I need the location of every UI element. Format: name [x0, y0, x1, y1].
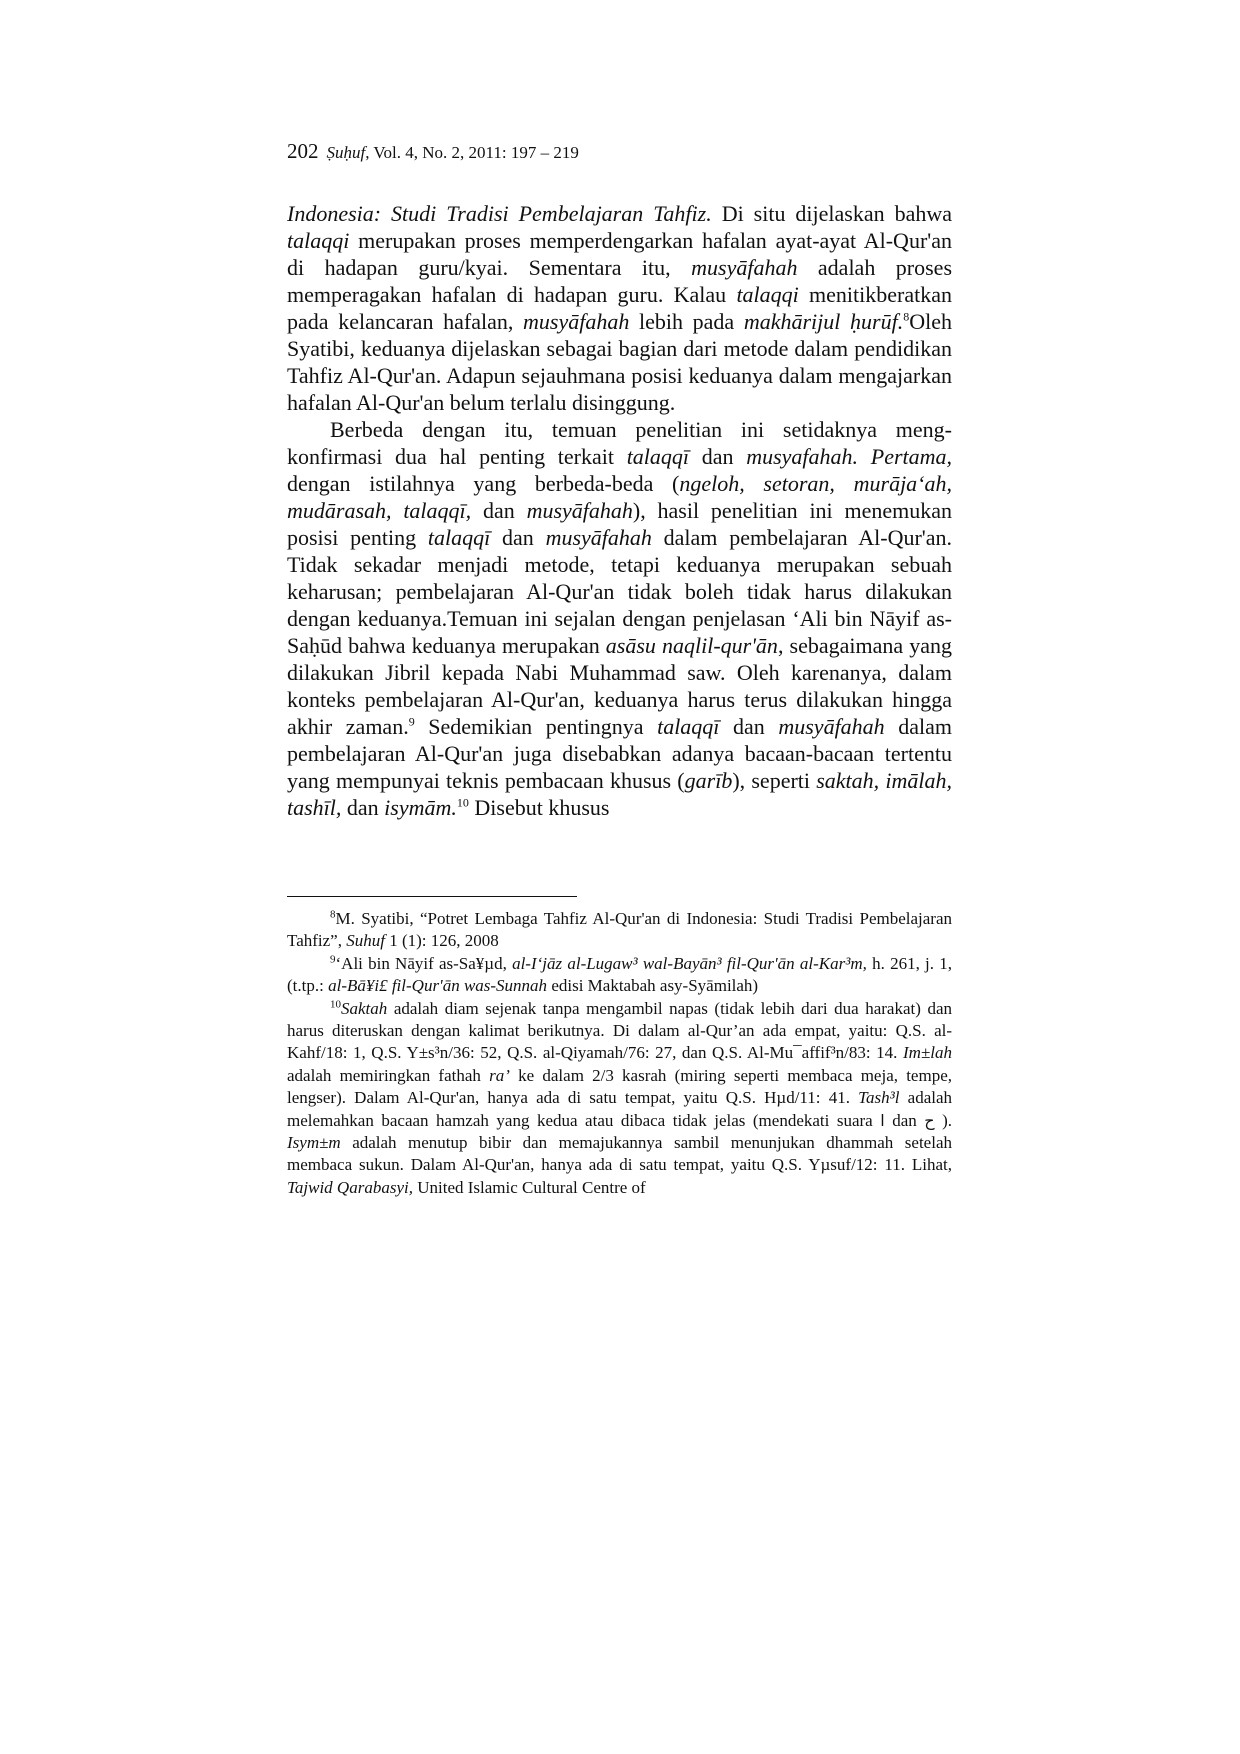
text-run: dengan istilahnya yang berbeda-beda (	[287, 471, 680, 496]
text-run: adalah diam sejenak tanpa mengambil napas (tidak lebih dari dua harakat) dan harus diteruskan dengan kalimat berikutnya. Di dalam al-Qur’an ada empat, yaitu: Q.S. al-Kahf/18: 1, Q.S. Y±s³n/36: 52, Q.S. al-Qiyamah/76: 27, dan Q.S. Al-Mu¯affif³n/83: 14.	[287, 998, 952, 1063]
text-run: talaqqi	[736, 282, 799, 307]
text-run: Disebut khusus	[468, 795, 610, 820]
text-run: Isym±m	[287, 1133, 341, 1153]
text-run: Di situ dijelaskan bahwa	[711, 201, 952, 226]
text-run: adalah melemahkan bacaan hamzah yang kedua atau dibaca tidak jelas (mendekati suara	[287, 1088, 953, 1130]
text-run: Indonesia: Studi Tradisi Pembelajaran Tahfiz.	[287, 201, 712, 226]
text-run: adalah memiringkan fathah	[287, 1065, 490, 1085]
text-run: dan	[490, 525, 546, 550]
paragraph-2	[287, 416, 952, 821]
text-run: Suhuf	[346, 931, 385, 951]
paragraph-1	[287, 200, 952, 416]
text-run: adalah menutup bibir dan memajukannya sambil menunjukan dhammah setelah membaca sukun. Dalam Al-Qur'an, hanya ada di satu tempat, yaitu Q.S. Yµsuf/12: 11. Lihat,	[287, 1133, 952, 1175]
text-run: h. 261, j. 1, (t.tp.:	[287, 953, 952, 996]
footnote-9	[287, 953, 952, 998]
text-run: Tajwid Qarabasyi,	[287, 1177, 413, 1197]
text-run: Tash³l	[858, 1088, 900, 1108]
text-run: talaqqī	[626, 444, 690, 469]
arabic-ha-glyph: ح	[924, 1110, 935, 1130]
text-run: dan	[341, 795, 385, 820]
text-run: musyāfahah	[523, 309, 630, 334]
text-run: talaqqī	[657, 714, 720, 739]
journal-citation: , Vol. 4, No. 2, 2011: 197 – 219	[365, 143, 579, 162]
footnote-ref-10[interactable]: 10	[456, 795, 469, 810]
text-run: M. Syatibi, “Potret Lembaga Tahfiz Al-Qur'an di Indonesia: Studi Tradisi Pembelajaran Tahfiz”,	[287, 909, 952, 951]
text-run: musyāfahah	[545, 525, 652, 550]
text-run: United Islamic Cultural Centre of	[412, 1177, 646, 1197]
text-run: Berbeda dengan itu, temuan penelitian ini setidaknya meng-konfirmasi dua hal penting terkait	[287, 417, 952, 469]
text-run: musyafahah. Pertama,	[746, 444, 953, 469]
page-number: 202	[287, 139, 319, 163]
running-head	[287, 140, 987, 164]
text-run: lebih pada	[629, 309, 744, 334]
text-run: dan	[884, 1110, 925, 1130]
text-run: edisi Maktabah asy-Syāmilah)	[547, 976, 759, 996]
text-run: ngeloh, setoran, murāja‘ah, mudārasah, talaqqī,	[287, 471, 953, 523]
text-run: asāsu naqlil-qur'ān	[605, 633, 778, 658]
footnote-separator	[287, 896, 577, 897]
text-run: garīb	[684, 768, 733, 793]
text-run: , sebagaimana yang dilakukan Jibril kepada Nabi Muhammad saw. Oleh karenanya, dalam konteks pembelajaran Al-Qur'an, keduanya harus terus dilakukan hingga akhir zaman.	[287, 633, 952, 739]
text-run: Im±lah	[903, 1043, 952, 1063]
text-run: talaqqī	[427, 525, 491, 550]
text-run: makhārijul ḥurūf.	[743, 309, 904, 334]
text-run: musyāfahah	[526, 498, 633, 523]
text-run: ke dalam 2/3 kasrah (miring seperti membaca meja, tempe, lengser). Dalam Al-Qur'an, hanya ada di satu tempat, yaitu Q.S. Hµd/11: 41.	[287, 1065, 952, 1108]
text-run: Saktah	[341, 998, 388, 1018]
text-run: dan	[719, 714, 779, 739]
text-run: ‘Ali bin Nāyif as-Sa¥µd,	[335, 953, 513, 973]
footnote-10	[287, 998, 952, 1200]
text-run: 1 (1): 126, 2008	[384, 931, 499, 951]
text-run: al-Bā¥i£ fil-Qur'ān was-Sunnah	[328, 976, 548, 996]
footnote-mark: 10	[330, 997, 341, 1010]
footnote-ref-8[interactable]: 8	[903, 309, 910, 324]
footnote-ref-9[interactable]: 9	[408, 714, 415, 729]
text-run: dalam pembelajaran Al-Qur'an juga disebabkan adanya bacaan-bacaan tertentu yang mempunyai teknis pembacaan khusus (	[287, 714, 953, 793]
text-run: dan	[689, 444, 747, 469]
text-run: dalam pembelajaran Al-Qur'an. Tidak sekadar menjadi metode, tetapi keduanya merupakan sebuah keharusan; pembelajaran Al-Qur'an tidak boleh tidak harus dilakukan dengan keduanya.Temuan ini sejalan dengan penjelasan ‘Ali bin Nāyif as-Saḥūd bahwa keduanya merupakan	[287, 525, 953, 658]
text-run: adalah proses memperagakan hafalan di hadapan guru. Kalau	[287, 255, 953, 307]
journal-title: Ṣuḥuf	[326, 143, 366, 162]
text-run: ).	[934, 1110, 952, 1130]
footnote-8	[287, 908, 952, 953]
text-run: merupakan proses memperdengarkan hafalan ayat-ayat Al-Qur'an di hadapan guru/kyai. Sementara itu,	[287, 228, 952, 280]
text-run: musyāfahah	[778, 714, 885, 739]
text-run: Sedemikian pentingnya	[414, 714, 658, 739]
text-run: ), seperti	[732, 768, 817, 793]
body-text	[287, 200, 952, 821]
footnote-mark: 8	[330, 908, 336, 921]
text-run: talaqqi	[287, 228, 350, 253]
text-run: ra’	[489, 1065, 510, 1085]
text-run: menitikberatkan pada kelancaran hafalan,	[287, 282, 952, 334]
text-run: Oleh Syatibi, keduanya dijelaskan sebagai bagian dari metode dalam pendidikan Tahfiz Al-Qur'an. Adapun sejauhmana posisi keduanya dalam mengajarkan hafalan Al-Qur'an belum terlalu disinggung.	[287, 309, 952, 415]
arabic-alif-glyph: ا	[880, 1110, 885, 1130]
text-run: saktah, imālah, tashīl,	[287, 768, 952, 820]
text-run: ), hasil penelitian ini menemukan posisi penting	[287, 498, 952, 550]
footnotes	[287, 908, 952, 1199]
footnote-mark: 9	[330, 953, 336, 966]
text-run: isymām.	[384, 795, 457, 820]
text-run: dan	[471, 498, 527, 523]
text-run: musyāfahah	[691, 255, 798, 280]
text-run: al-I‘jāz al-Lugaw³ wal-Bayān³ fil-Qur'ān al-Kar³m,	[512, 953, 867, 973]
